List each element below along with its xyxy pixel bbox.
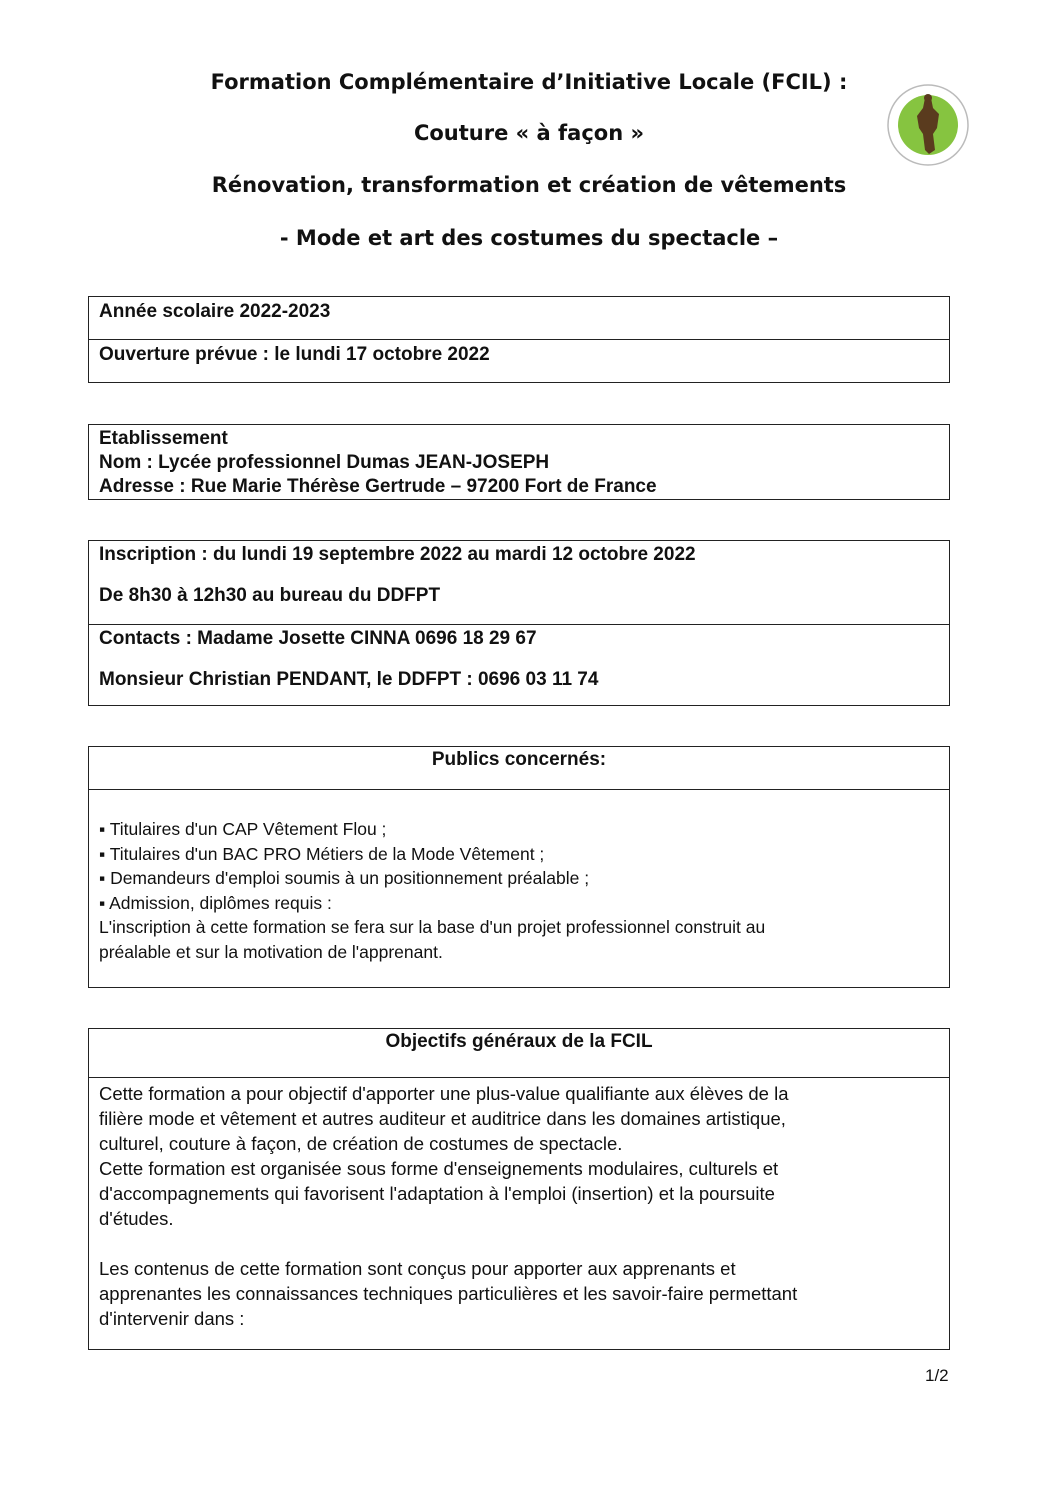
establishment-heading: Etablissement <box>99 428 228 449</box>
objectifs-line: Cette formation est organisée sous forme d'enseignements modulaires, culturels et <box>99 1158 779 1179</box>
objectifs-line: apprenantes les connaissances techniques particulières et les savoir-faire permettant <box>99 1283 798 1304</box>
objectifs-line: Les contenus de cette formation sont conçus pour apporter aux apprenants et <box>99 1258 736 1279</box>
publics-box <box>88 746 950 988</box>
publics-note-line-1: L'inscription à cette formation se fera sur la base d'un projet professionnel construit au <box>99 917 766 937</box>
title-line-3: Rénovation, transformation et création de vêtements <box>211 173 847 197</box>
establishment-address: Adresse : Rue Marie Thérèse Gertrude – 97200 Fort de France <box>99 476 657 497</box>
objectifs-line: Cette formation a pour objectif d'apporter une plus-value qualifiante aux élèves de la <box>99 1083 789 1104</box>
list-item: ▪ Admission, diplômes requis : <box>99 892 332 913</box>
establishment-box <box>88 424 950 500</box>
objectifs-line: culturel, couture à façon, de création de costumes de spectacle. <box>99 1133 623 1154</box>
contact-2: Monsieur Christian PENDANT, le DDFPT : 0696 03 11 74 <box>99 669 599 690</box>
school-year: Année scolaire 2022-2023 <box>99 301 331 322</box>
list-item: ▪ Titulaires d'un BAC PRO Métiers de la Mode Vêtement ; <box>99 843 545 864</box>
contact-1: Contacts : Madame Josette CINNA 0696 18 29 67 <box>99 628 537 649</box>
inscription-box <box>88 540 950 706</box>
objectifs-line: d'études. <box>99 1208 174 1229</box>
list-item: ▪ Demandeurs d'emploi soumis à un positionnement préalable ; <box>99 868 590 888</box>
title-line-2: Couture « à façon » <box>413 121 645 145</box>
objectifs-line: d'accompagnements qui favorisent l'adaptation à l'emploi (insertion) et la poursuite <box>99 1183 775 1204</box>
list-item: ▪ Titulaires d'un CAP Vêtement Flou ; <box>99 819 387 839</box>
inscription-dates: Inscription : du lundi 19 septembre 2022 au mardi 12 octobre 2022 <box>99 544 696 565</box>
objectifs-line: d'intervenir dans : <box>99 1308 245 1329</box>
publics-note-line-2: préalable et sur la motivation de l'apprenant. <box>99 941 443 962</box>
objectifs-heading: Objectifs généraux de la FCIL <box>385 1031 653 1052</box>
page-number: 1/2 <box>925 1366 949 1385</box>
opening-date: Ouverture prévue : le lundi 17 octobre 2022 <box>99 344 490 365</box>
inscription-hours: De 8h30 à 12h30 au bureau du DDFPT <box>99 585 441 606</box>
objectifs-box <box>88 1028 950 1350</box>
title-line-1: Formation Complémentaire d’Initiative Locale (FCIL) : <box>210 70 848 94</box>
objectifs-text <box>99 1081 939 1331</box>
publics-list <box>99 817 939 964</box>
establishment-name: Nom : Lycée professionnel Dumas JEAN-JOSEPH <box>99 452 550 473</box>
objectifs-line: filière mode et vêtement et autres auditeur et auditrice dans les domaines artistique, <box>99 1108 786 1129</box>
school-year-box <box>88 296 950 383</box>
publics-heading: Publics concernés: <box>431 749 607 770</box>
title-line-4: - Mode et art des costumes du spectacle – <box>279 226 779 250</box>
school-logo <box>887 84 969 166</box>
